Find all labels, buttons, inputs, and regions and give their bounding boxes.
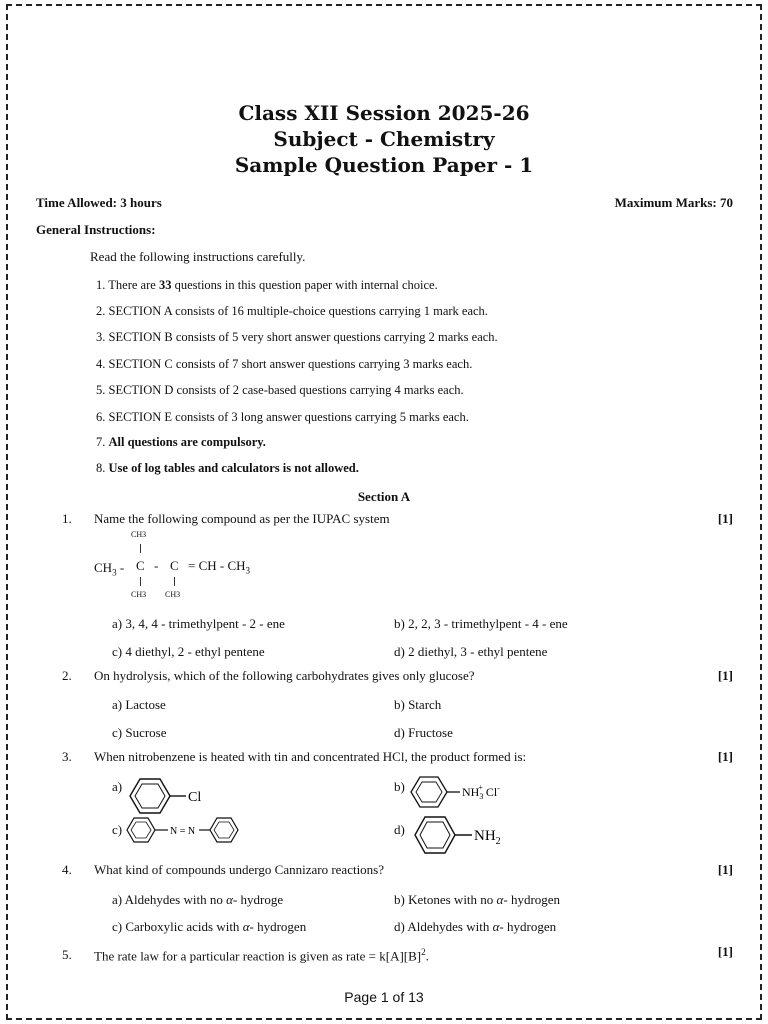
paper-title-sample: Sample Question Paper - 1 bbox=[234, 153, 534, 177]
question-marks: [1] bbox=[717, 749, 733, 764]
option-b: b) Starch bbox=[394, 697, 442, 712]
chlorobenzene-structure bbox=[126, 776, 216, 816]
option-a: a) bbox=[112, 779, 123, 794]
paper-title-subject: Subject - Chemistry bbox=[273, 127, 495, 151]
option-d: d) 2 diethyl, 3 - ethyl pentene bbox=[394, 644, 548, 659]
svg-text:NH3+Cl-: $NH_3+ Cl^-$ bbox=[462, 783, 500, 801]
option-c: c) bbox=[112, 822, 123, 837]
svg-text:N = N: N = N bbox=[170, 826, 196, 837]
instruction-item: 4. SECTION C consists of 7 short answer questions carrying 3 marks each. bbox=[96, 357, 473, 371]
option-b: b) bbox=[394, 779, 405, 794]
option-d: d) Fructose bbox=[394, 725, 453, 740]
question-number: 1. bbox=[62, 511, 72, 526]
paper-title-class: Class XII Session 2025-26 bbox=[238, 101, 530, 125]
question-marks: [1] bbox=[717, 944, 733, 959]
instruction-item: 2. SECTION A consists of 16 multiple-choice questions carrying 1 mark each. bbox=[96, 304, 488, 318]
option-b: b) 2, 2, 3 - trimethylpent - 4 - ene bbox=[394, 616, 568, 631]
question-number: 3. bbox=[62, 749, 72, 764]
question-marks: [1] bbox=[717, 862, 733, 877]
instructions-intro: Read the following instructions carefully. bbox=[90, 249, 306, 264]
azobenzene-structure bbox=[124, 815, 244, 845]
question-text: When nitrobenzene is heated with tin and concentrated HCl, the product formed is: bbox=[94, 749, 527, 764]
instruction-item: 3. SECTION B consists of 5 very short answer questions carrying 2 marks each. bbox=[96, 330, 498, 344]
instructions-heading: General Instructions: bbox=[36, 222, 156, 237]
aniline-structure bbox=[410, 814, 520, 856]
instruction-item: 1. There are 33 questions in this question paper with internal choice. bbox=[96, 278, 438, 292]
question-text: On hydrolysis, which of the following carbohydrates gives only glucose? bbox=[94, 668, 475, 683]
question-number: 4. bbox=[62, 862, 72, 877]
option-a: a) Lactose bbox=[112, 697, 166, 712]
question-text: The rate law for a particular reaction is given as rate = $k[A][B]^2$. bbox=[94, 947, 429, 964]
option-c: c) 4 diethyl, 2 - ethyl pentene bbox=[112, 644, 265, 659]
maximum-marks: Maximum Marks: 70 bbox=[614, 195, 733, 210]
question-text: Name the following compound as per the IUPAC system bbox=[94, 511, 390, 526]
instruction-item: 5. SECTION D consists of 2 case-based questions carrying 4 marks each. bbox=[96, 383, 464, 397]
option-d: d) Aldehydes with α- hydrogen bbox=[394, 919, 557, 934]
option-c: c) Carboxylic acids with α- hydrogen bbox=[112, 919, 307, 934]
question-number: 2. bbox=[62, 668, 72, 683]
option-a: a) Aldehydes with no α- hydroge bbox=[112, 892, 284, 907]
section-title: Section A bbox=[357, 489, 411, 504]
instruction-item: 7. All questions are compulsory. bbox=[96, 435, 266, 449]
option-d: d) bbox=[394, 822, 405, 837]
time-allowed: Time Allowed: 3 hours bbox=[36, 195, 162, 210]
structural-formula: CH3 $CH_3$ - C - C = CH - $CH_3$ CH3 CH3 bbox=[94, 530, 251, 599]
question-text: What kind of compounds undergo Cannizaro reactions? bbox=[94, 862, 385, 877]
question-number: 5. bbox=[62, 947, 72, 962]
instruction-item: 6. SECTION E consists of 3 long answer questions carrying 5 marks each. bbox=[96, 410, 469, 424]
option-c: c) Sucrose bbox=[112, 725, 167, 740]
instruction-item: 8. Use of log tables and calculators is not allowed. bbox=[96, 461, 359, 475]
svg-text:Cl: Cl bbox=[188, 790, 202, 805]
anilinium-chloride-structure bbox=[408, 774, 518, 810]
svg-text:NH2: $NH_2$ bbox=[474, 828, 501, 847]
page-number-footer: Page 1 of 13 bbox=[344, 989, 424, 1005]
option-a: a) 3, 4, 4 - trimethylpent - 2 - ene bbox=[112, 616, 285, 631]
question-marks: [1] bbox=[717, 668, 733, 683]
question-marks: [1] bbox=[717, 511, 733, 526]
option-b: b) Ketones with no α- hydrogen bbox=[394, 892, 561, 907]
